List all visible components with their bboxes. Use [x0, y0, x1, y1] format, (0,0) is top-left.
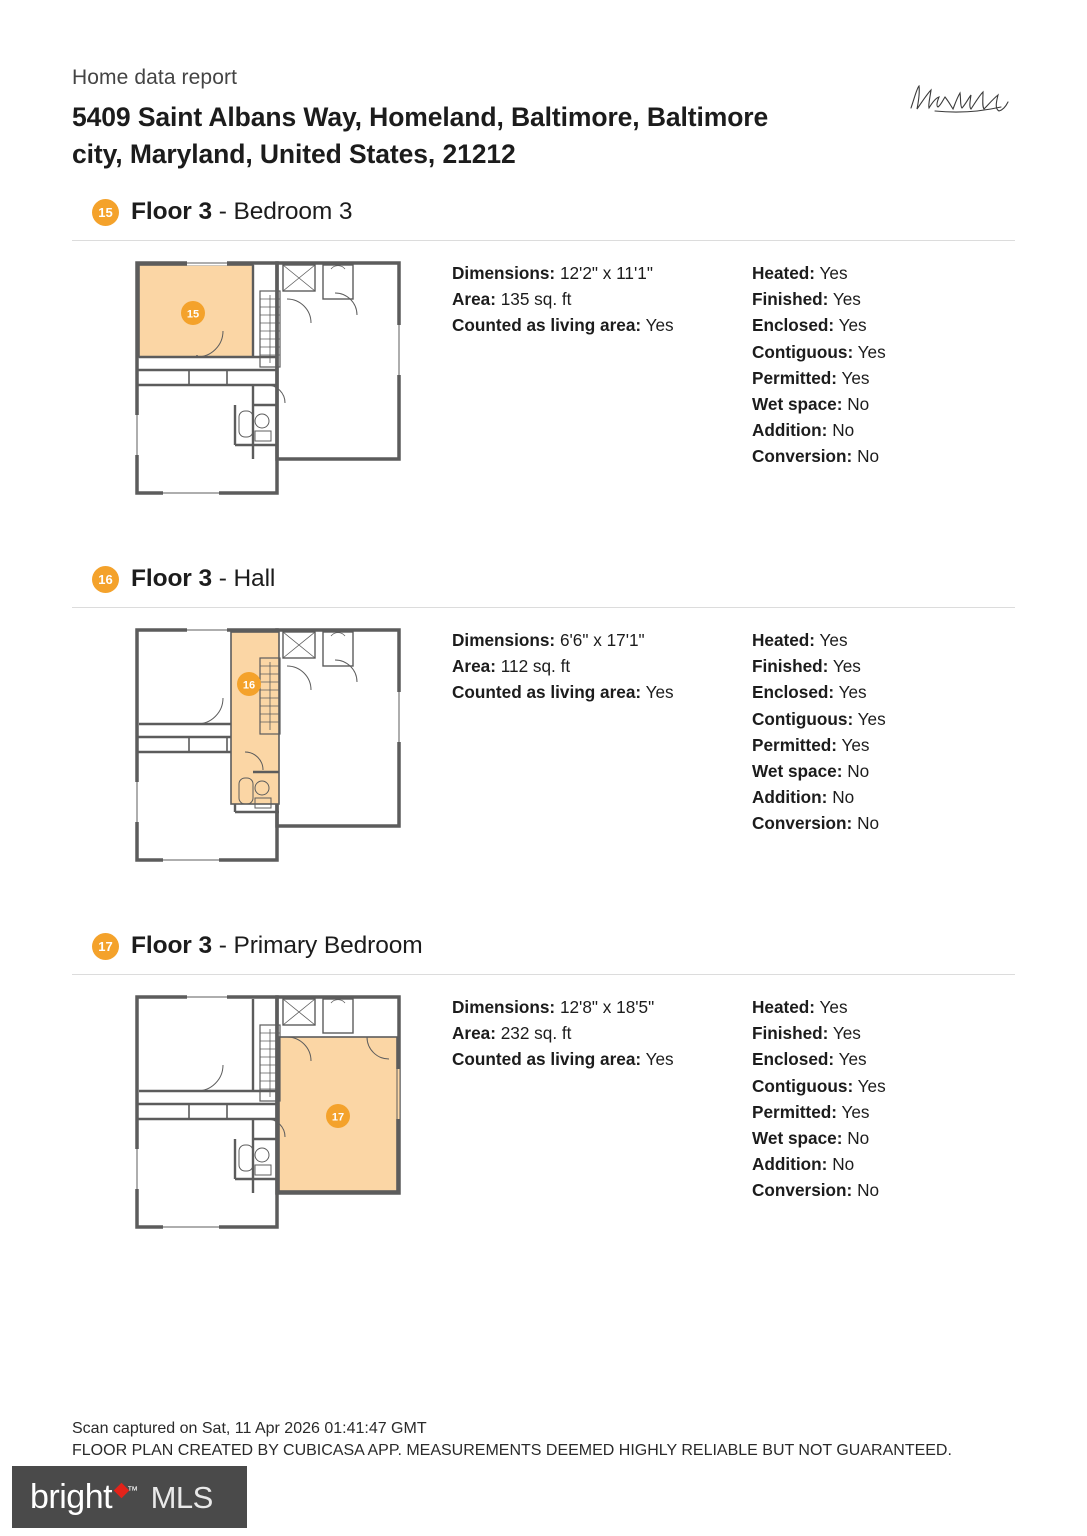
- dimensions-label: Dimensions:: [452, 630, 556, 651]
- flag-value: Yes: [857, 341, 886, 362]
- status-badge: 16: [92, 566, 119, 593]
- brand-name: bright: [30, 1477, 113, 1516]
- flag-label: Enclosed:: [752, 1049, 835, 1070]
- flag-value: No: [832, 786, 855, 807]
- room-facts: [452, 622, 752, 705]
- flag-value: No: [857, 1180, 880, 1201]
- flag-label: Wet space:: [752, 393, 843, 414]
- svg-text:16: 16: [242, 679, 256, 692]
- section-floor: Floor 3: [131, 565, 212, 593]
- section-body: [72, 975, 1015, 1229]
- flag-label: Contiguous:: [752, 1075, 854, 1096]
- flag-value: No: [847, 760, 870, 781]
- trademark-mark: ™: [127, 1484, 138, 1497]
- room-section-hall: [72, 565, 1015, 862]
- flag-label: Conversion:: [752, 446, 853, 467]
- flag-value: Yes: [857, 1075, 886, 1096]
- status-badge: 17: [92, 933, 119, 960]
- room-flags: [752, 989, 1015, 1203]
- status-badge: 15: [92, 199, 119, 226]
- dimensions-value: 12'2" x 11'1": [559, 263, 653, 284]
- living-area-value: Yes: [645, 682, 674, 703]
- flag-value: No: [857, 446, 880, 467]
- flag-label: Permitted:: [752, 734, 837, 755]
- flag-value: Yes: [841, 1101, 870, 1122]
- flag-label: Conversion:: [752, 1180, 853, 1201]
- flag-label: Wet space:: [752, 760, 843, 781]
- living-area-label: Counted as living area:: [452, 682, 642, 703]
- living-area-value: Yes: [645, 315, 674, 336]
- floor-plan-bedroom-3: [72, 255, 452, 495]
- flag-label: Contiguous:: [752, 708, 854, 729]
- section-body: [72, 608, 1015, 862]
- living-area-value: Yes: [645, 1049, 674, 1070]
- flag-value: No: [847, 393, 870, 414]
- flag-label: Heated:: [752, 630, 816, 651]
- section-title: [131, 565, 275, 593]
- flag-label: Enclosed:: [752, 682, 835, 703]
- flag-label: Heated:: [752, 263, 816, 284]
- section-room: Hall: [233, 565, 276, 593]
- floorplan-svg: [127, 622, 417, 862]
- section-separator: -: [211, 198, 234, 226]
- section-header: [72, 932, 1015, 960]
- floor-plan-hall: [72, 622, 452, 862]
- flag-value: Yes: [841, 734, 870, 755]
- section-header: [72, 198, 1015, 226]
- flag-label: Permitted:: [752, 1101, 837, 1122]
- flag-value: Yes: [832, 1023, 861, 1044]
- room-facts: [452, 989, 752, 1072]
- room-flags: [752, 622, 1015, 836]
- flag-value: No: [857, 813, 880, 834]
- section-header: [72, 565, 1015, 593]
- flag-value: No: [832, 419, 855, 440]
- dimensions-label: Dimensions:: [452, 997, 556, 1018]
- flag-label: Addition:: [752, 419, 828, 440]
- flag-label: Addition:: [752, 1153, 828, 1174]
- floorplan-svg: [127, 989, 417, 1229]
- page-title: 5409 Saint Albans Way, Homeland, Baltimore, Baltimore city, Maryland, United States, 21212: [72, 102, 769, 169]
- section-floor: Floor 3: [131, 198, 212, 226]
- flag-value: Yes: [857, 708, 886, 729]
- room-facts: [452, 255, 752, 338]
- room-flags: [752, 255, 1015, 469]
- flag-value: Yes: [838, 682, 867, 703]
- area-label: Area:: [452, 1023, 496, 1044]
- dimensions-value: 6'6" x 17'1": [559, 630, 645, 651]
- section-floor: Floor 3: [131, 932, 212, 960]
- dimensions-value: 12'8" x 18'5": [559, 997, 655, 1018]
- flag-value: Yes: [841, 367, 870, 388]
- flag-label: Contiguous:: [752, 341, 854, 362]
- section-title: [131, 932, 423, 960]
- disclaimer: FLOOR PLAN CREATED BY CUBICASA APP. MEASUREMENTS DEEMED HIGHLY RELIABLE BUT NOT GUARANTEED.: [72, 1442, 952, 1460]
- section-title: [131, 198, 352, 226]
- brightmls-logo: [12, 1466, 247, 1528]
- flag-value: No: [847, 1127, 870, 1148]
- brand-suffix: MLS: [150, 1479, 213, 1515]
- flag-value: No: [832, 1153, 855, 1174]
- flag-value: Yes: [832, 289, 861, 310]
- area-value: 135 sq. ft: [500, 289, 572, 310]
- flag-label: Wet space:: [752, 1127, 843, 1148]
- flag-label: Heated:: [752, 997, 816, 1018]
- floorplan-svg: [127, 255, 417, 495]
- dimensions-label: Dimensions:: [452, 263, 556, 284]
- area-label: Area:: [452, 289, 496, 310]
- floor-plan-primary-bedroom: [72, 989, 452, 1229]
- flag-value: Yes: [819, 997, 848, 1018]
- area-value: 232 sq. ft: [500, 1023, 572, 1044]
- scan-timestamp: Scan captured on Sat, 11 Apr 2026 01:41:47 GMT: [72, 1419, 427, 1437]
- room-section-primary-bedroom: [72, 932, 1015, 1229]
- area-label: Area:: [452, 656, 496, 677]
- flag-label: Finished:: [752, 1023, 829, 1044]
- flag-value: Yes: [819, 263, 848, 284]
- report-label: Home data report: [72, 66, 238, 89]
- section-room: Bedroom 3: [233, 198, 353, 226]
- section-body: [72, 241, 1015, 495]
- flag-label: Finished:: [752, 289, 829, 310]
- room-section-bedroom-3: [72, 198, 1015, 495]
- flag-label: Enclosed:: [752, 315, 835, 336]
- flag-label: Permitted:: [752, 367, 837, 388]
- section-separator: -: [211, 565, 234, 593]
- section-room: Primary Bedroom: [233, 932, 423, 960]
- flag-value: Yes: [819, 630, 848, 651]
- living-area-label: Counted as living area:: [452, 315, 642, 336]
- flag-label: Finished:: [752, 656, 829, 677]
- flag-value: Yes: [832, 656, 861, 677]
- footer: [72, 1418, 1015, 1462]
- section-separator: -: [211, 932, 234, 960]
- flag-value: Yes: [838, 315, 867, 336]
- svg-text:15: 15: [186, 308, 200, 321]
- flag-value: Yes: [838, 1049, 867, 1070]
- area-value: 112 sq. ft: [500, 656, 571, 677]
- flag-label: Addition:: [752, 786, 828, 807]
- svg-text:17: 17: [331, 1111, 345, 1124]
- flag-label: Conversion:: [752, 813, 853, 834]
- living-area-label: Counted as living area:: [452, 1049, 642, 1070]
- agent-signature: [905, 78, 1015, 122]
